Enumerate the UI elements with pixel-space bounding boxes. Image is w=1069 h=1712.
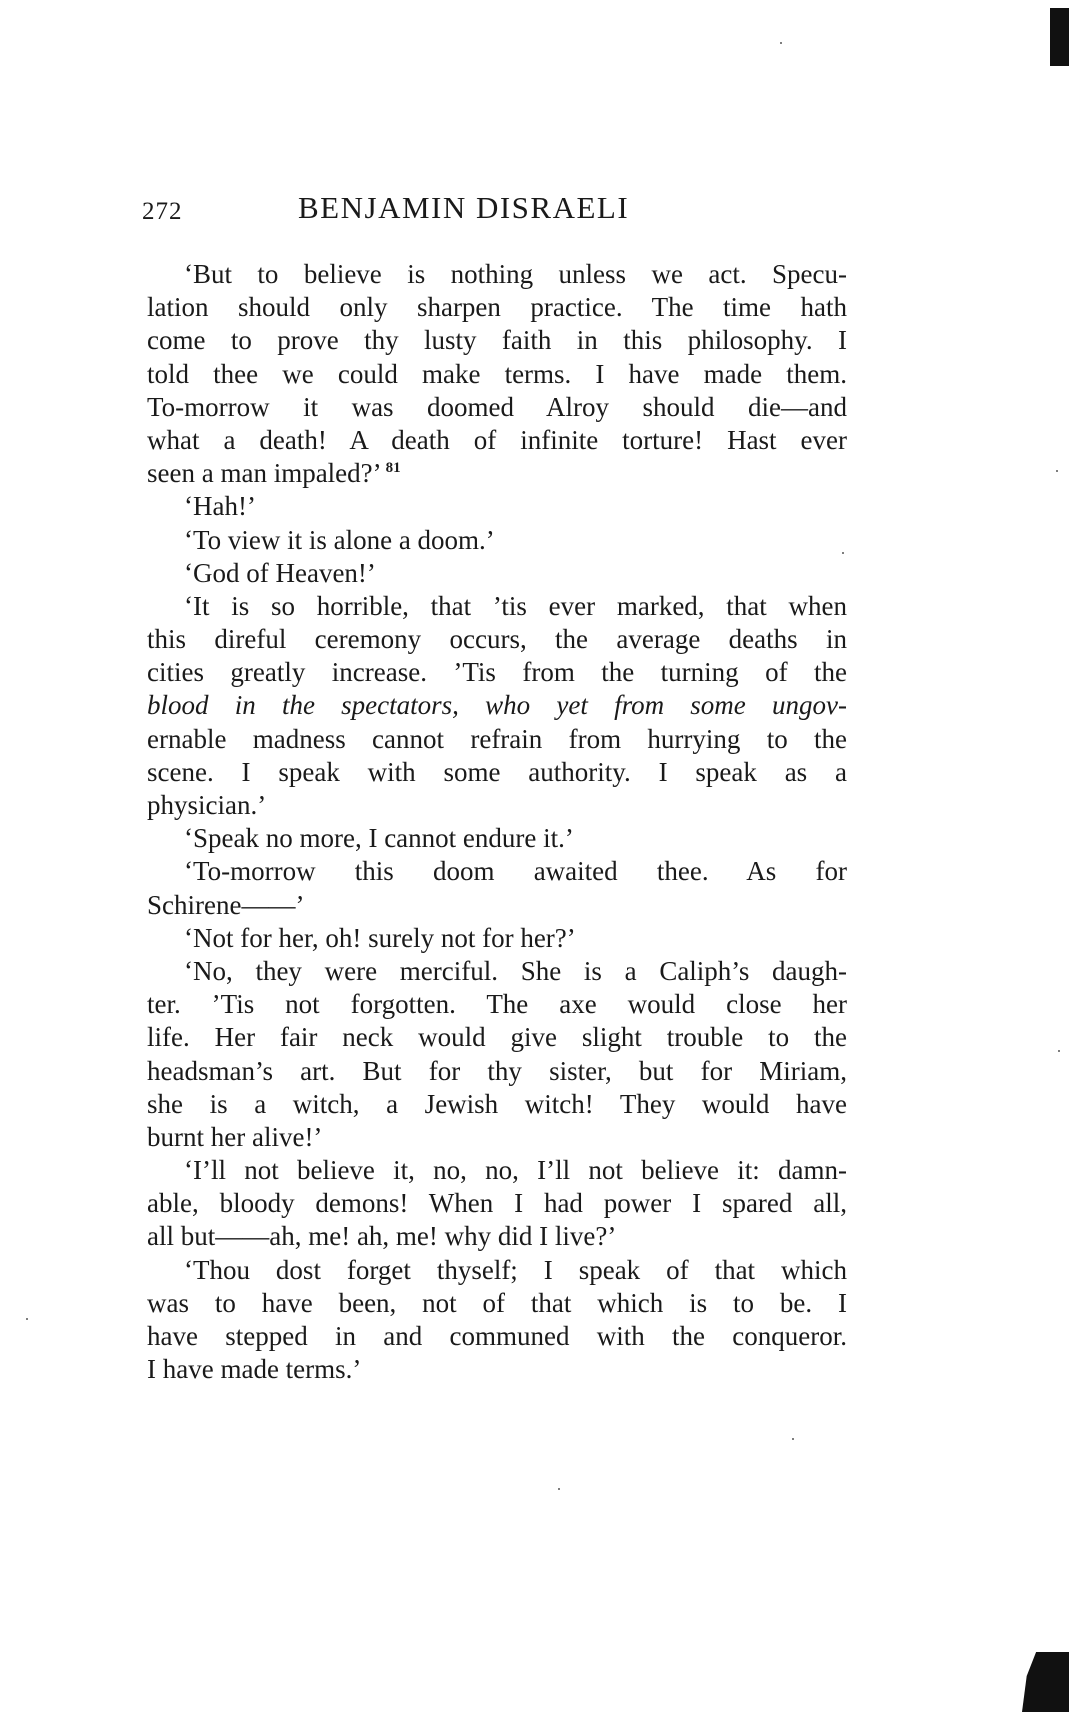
scan-speck bbox=[1056, 470, 1058, 472]
text-line-with-footnote bbox=[147, 457, 847, 490]
running-head: BENJAMIN DISRAELI bbox=[298, 190, 630, 225]
text-line: Schirene——’ bbox=[147, 889, 305, 920]
text-line: ‘Speak no more, I cannot endure it.’ bbox=[184, 823, 574, 854]
text-line: she is a witch, a Jewish witch! They would have bbox=[147, 1088, 847, 1119]
text-line: ‘To view it is alone a doom.’ bbox=[184, 524, 495, 555]
text-line: cities greatly increase. ’Tis from the turning of the bbox=[147, 657, 847, 688]
scan-edge-mark-bottom bbox=[1022, 1652, 1069, 1712]
scan-speck bbox=[1058, 1050, 1060, 1052]
text-line: ‘I’ll not believe it, no, no, I’ll not believe it: damn- bbox=[184, 1155, 847, 1186]
text-line: ter. ’Tis not forgotten. The axe would close her bbox=[147, 989, 847, 1020]
text-line: ‘To-morrow this doom awaited thee. As for bbox=[184, 856, 847, 887]
text-line: burnt her alive!’ bbox=[147, 1121, 323, 1152]
text-line: all but——ah, me! ah, me! why did I live?’ bbox=[147, 1221, 617, 1252]
text-line: ‘God of Heaven!’ bbox=[184, 557, 376, 588]
scan-speck bbox=[558, 1488, 560, 1490]
text-line: life. Her fair neck would give slight trouble to the bbox=[147, 1022, 847, 1053]
text-line: seen a man impaled?’ bbox=[147, 458, 382, 489]
text-line: ‘No, they were merciful. She is a Caliph’s daugh- bbox=[184, 955, 847, 986]
scan-edge-mark-top bbox=[1050, 8, 1069, 66]
body-text bbox=[147, 258, 847, 1386]
text-line: was to have been, not of that which is to be. I bbox=[147, 1287, 847, 1318]
scan-speck bbox=[26, 1318, 28, 1320]
text-line: this direful ceremony occurs, the average deaths in bbox=[147, 624, 847, 655]
page-number: 272 bbox=[142, 198, 183, 225]
text-line: ‘It is so horrible, that ’tis ever marked, that when bbox=[184, 590, 847, 621]
text-line: able, bloody demons! When I had power I spared all, bbox=[147, 1188, 847, 1219]
text-line: told thee we could make terms. I have made them. bbox=[147, 358, 847, 389]
scan-speck bbox=[780, 42, 782, 44]
text-line: what a death! A death of infinite torture! Hast ever bbox=[147, 424, 847, 455]
text-line: ‘But to believe is nothing unless we act. Specu- bbox=[184, 259, 847, 289]
page-header bbox=[142, 190, 847, 240]
text-line: I have made terms.’ bbox=[147, 1354, 362, 1385]
text-line: ernable madness cannot refrain from hurrying to the bbox=[147, 723, 847, 754]
text-line: headsman’s art. But for thy sister, but for Miriam, bbox=[147, 1055, 847, 1086]
text-line: blood in the spectators, who yet from some ungov- bbox=[147, 690, 847, 721]
text-line: lation should only sharpen practice. The time hath bbox=[147, 292, 847, 323]
text-line: ‘Thou dost forget thyself; I speak of that which bbox=[184, 1254, 847, 1285]
footnote-reference: 81 bbox=[385, 460, 401, 477]
text-line: To-morrow it was doomed Alroy should die—and bbox=[147, 391, 847, 422]
scan-speck bbox=[792, 1438, 794, 1440]
text-line: physician.’ bbox=[147, 790, 267, 820]
text-line: have stepped in and communed with the conqueror. bbox=[147, 1321, 847, 1351]
text-line: ‘Hah!’ bbox=[184, 491, 256, 522]
text-line: come to prove thy lusty faith in this philosophy. I bbox=[147, 325, 847, 356]
text-line: scene. I speak with some authority. I speak as a bbox=[147, 756, 847, 787]
text-line: ‘Not for her, oh! surely not for her?’ bbox=[184, 922, 576, 953]
